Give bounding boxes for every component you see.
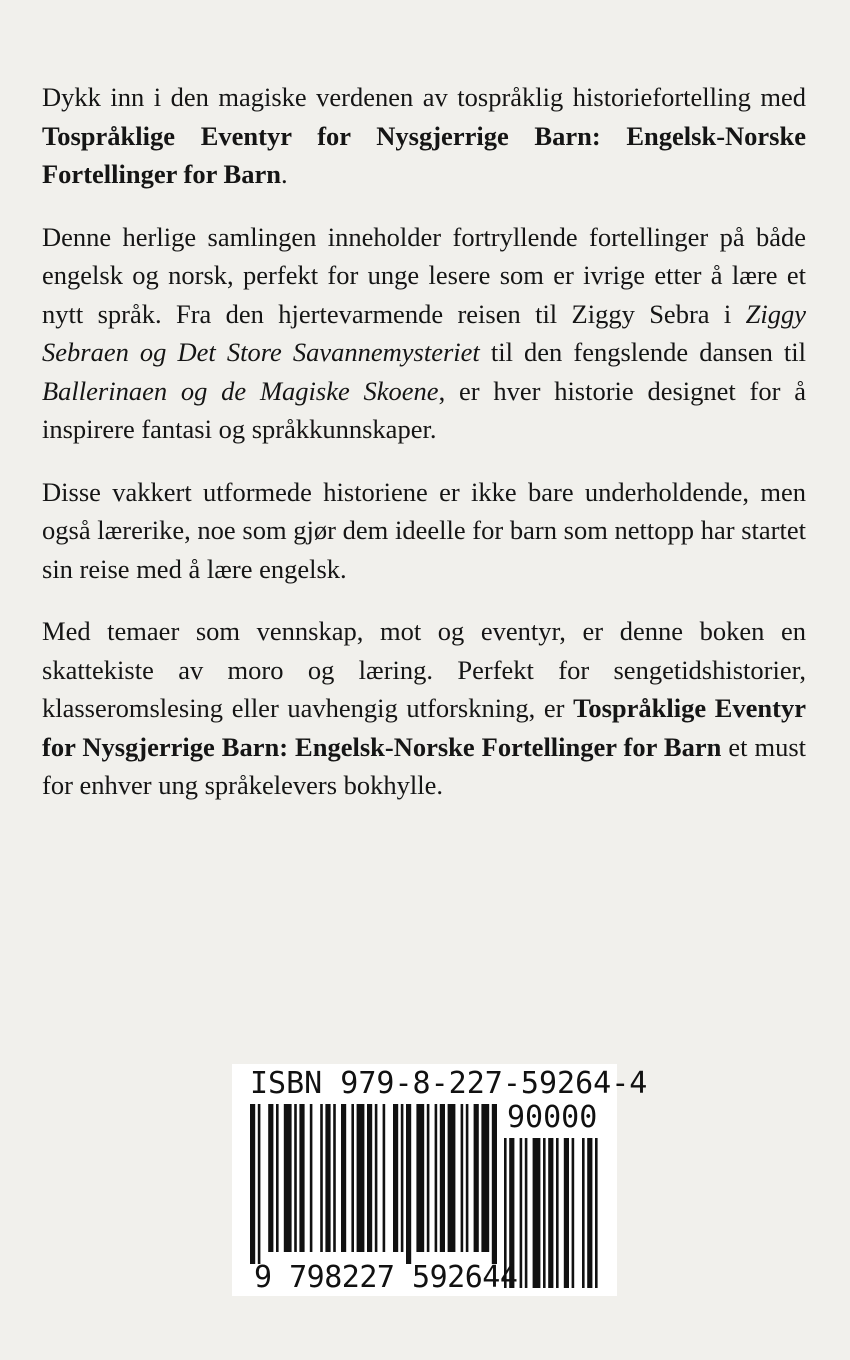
barcode-bar xyxy=(325,1104,330,1252)
barcode-bar xyxy=(466,1104,469,1252)
collection-text-3: , er hver historie designet for å inspirere fantasi og språkkunnskaper. xyxy=(42,375,806,444)
barcode-bar xyxy=(284,1104,292,1252)
barcode-addon-bar xyxy=(595,1138,598,1288)
paragraph-themes xyxy=(42,612,806,805)
intro-text: Dykk inn i den magiske verdenen av tospråklig historiefortelling med xyxy=(42,82,806,112)
barcode-bar xyxy=(294,1104,297,1252)
barcode-addon-bar xyxy=(564,1138,569,1288)
barcode-bar xyxy=(310,1104,313,1252)
barcode-addon-bar xyxy=(525,1138,528,1288)
barcode-bar xyxy=(435,1104,438,1252)
themes-text: Med temaer som vennskap, mot og eventyr, er denne boken en skattekiste av moro og læring. Perfekt for sengetidshistorier, klasseromslesing eller uavhengig utforskning, er xyxy=(42,616,806,723)
collection-text-2: til den fengslende dansen til xyxy=(479,337,807,367)
story-title-ziggy: Ziggy Sebraen og Det Store Savannemysteriet xyxy=(42,298,806,367)
barcode-bar xyxy=(401,1104,404,1252)
barcode-digits: 9 798227 592644 xyxy=(254,1260,518,1295)
paragraph-educational xyxy=(42,473,806,589)
barcode-bar xyxy=(481,1104,489,1252)
story-title-ballerina: Ballerinaen og de Magiske Skoene xyxy=(42,375,439,406)
barcode-addon-bar xyxy=(556,1138,559,1288)
educational-text: Disse vakkert utformede historiene er ikke bare underholdende, men også lærerike, noe som gjør dem ideelle for barn som nettopp har startet sin reise med å lære engelsk. xyxy=(42,476,806,584)
barcode-bar xyxy=(375,1104,378,1252)
paragraph-intro xyxy=(42,78,806,194)
barcode-bar xyxy=(461,1104,464,1252)
barcode-bar xyxy=(258,1104,261,1264)
barcode-bar xyxy=(276,1104,279,1252)
barcode-bar xyxy=(492,1104,497,1264)
barcode-addon-bar xyxy=(520,1138,523,1288)
barcode-bar xyxy=(367,1104,372,1252)
barcode-addon-bar xyxy=(548,1138,553,1288)
barcode-bar xyxy=(357,1104,365,1252)
back-cover-description xyxy=(42,78,806,829)
book-title-bold-2: Tospråklige Eventyr for Nysgjerrige Barn: Engelsk-Norske Fortellinger for Barn xyxy=(42,693,807,762)
barcode-addon-bar xyxy=(543,1138,546,1288)
barcode-bar xyxy=(341,1104,346,1252)
barcode-bar xyxy=(333,1104,336,1252)
barcode-bar xyxy=(250,1104,255,1264)
barcode-bar xyxy=(440,1104,445,1252)
barcode-bar xyxy=(299,1104,304,1252)
barcode-bar xyxy=(268,1104,273,1252)
barcode-addon-bar xyxy=(587,1138,592,1288)
barcode-bar xyxy=(416,1104,424,1252)
barcode-bar xyxy=(393,1104,398,1252)
collection-text: Denne herlige samlingen inneholder fortryllende fortellinger på både engelsk og norsk, perfekt for unge lesere som er ivrige etter å lære et nytt språk. Fra den hjertevarmende reisen til Ziggy Sebra i xyxy=(42,221,806,329)
intro-period: . xyxy=(280,159,288,189)
barcode-bar xyxy=(320,1104,323,1252)
barcode-bar xyxy=(448,1104,456,1252)
barcode-addon-code: 90000 xyxy=(507,1100,598,1135)
barcode-bar xyxy=(474,1104,479,1252)
isbn-barcode xyxy=(232,1064,648,1296)
barcode-bar xyxy=(427,1104,430,1252)
paragraph-collection xyxy=(42,218,806,449)
barcode-bar xyxy=(383,1104,386,1252)
isbn-label: ISBN 979-8-227-59264-4 xyxy=(250,1066,648,1101)
barcode-bar xyxy=(351,1104,354,1252)
barcode-addon-bar xyxy=(582,1138,585,1288)
barcode-addon-bar xyxy=(533,1138,541,1288)
book-title-bold: Tospråklige Eventyr for Nysgjerrige Barn: Engelsk-Norske Fortellinger for Barn xyxy=(42,120,806,189)
barcode-bar xyxy=(406,1104,411,1264)
barcode-addon-bar xyxy=(572,1138,575,1288)
themes-text-2: et must for enhver ung språkelevers bokhylle. xyxy=(42,731,806,800)
